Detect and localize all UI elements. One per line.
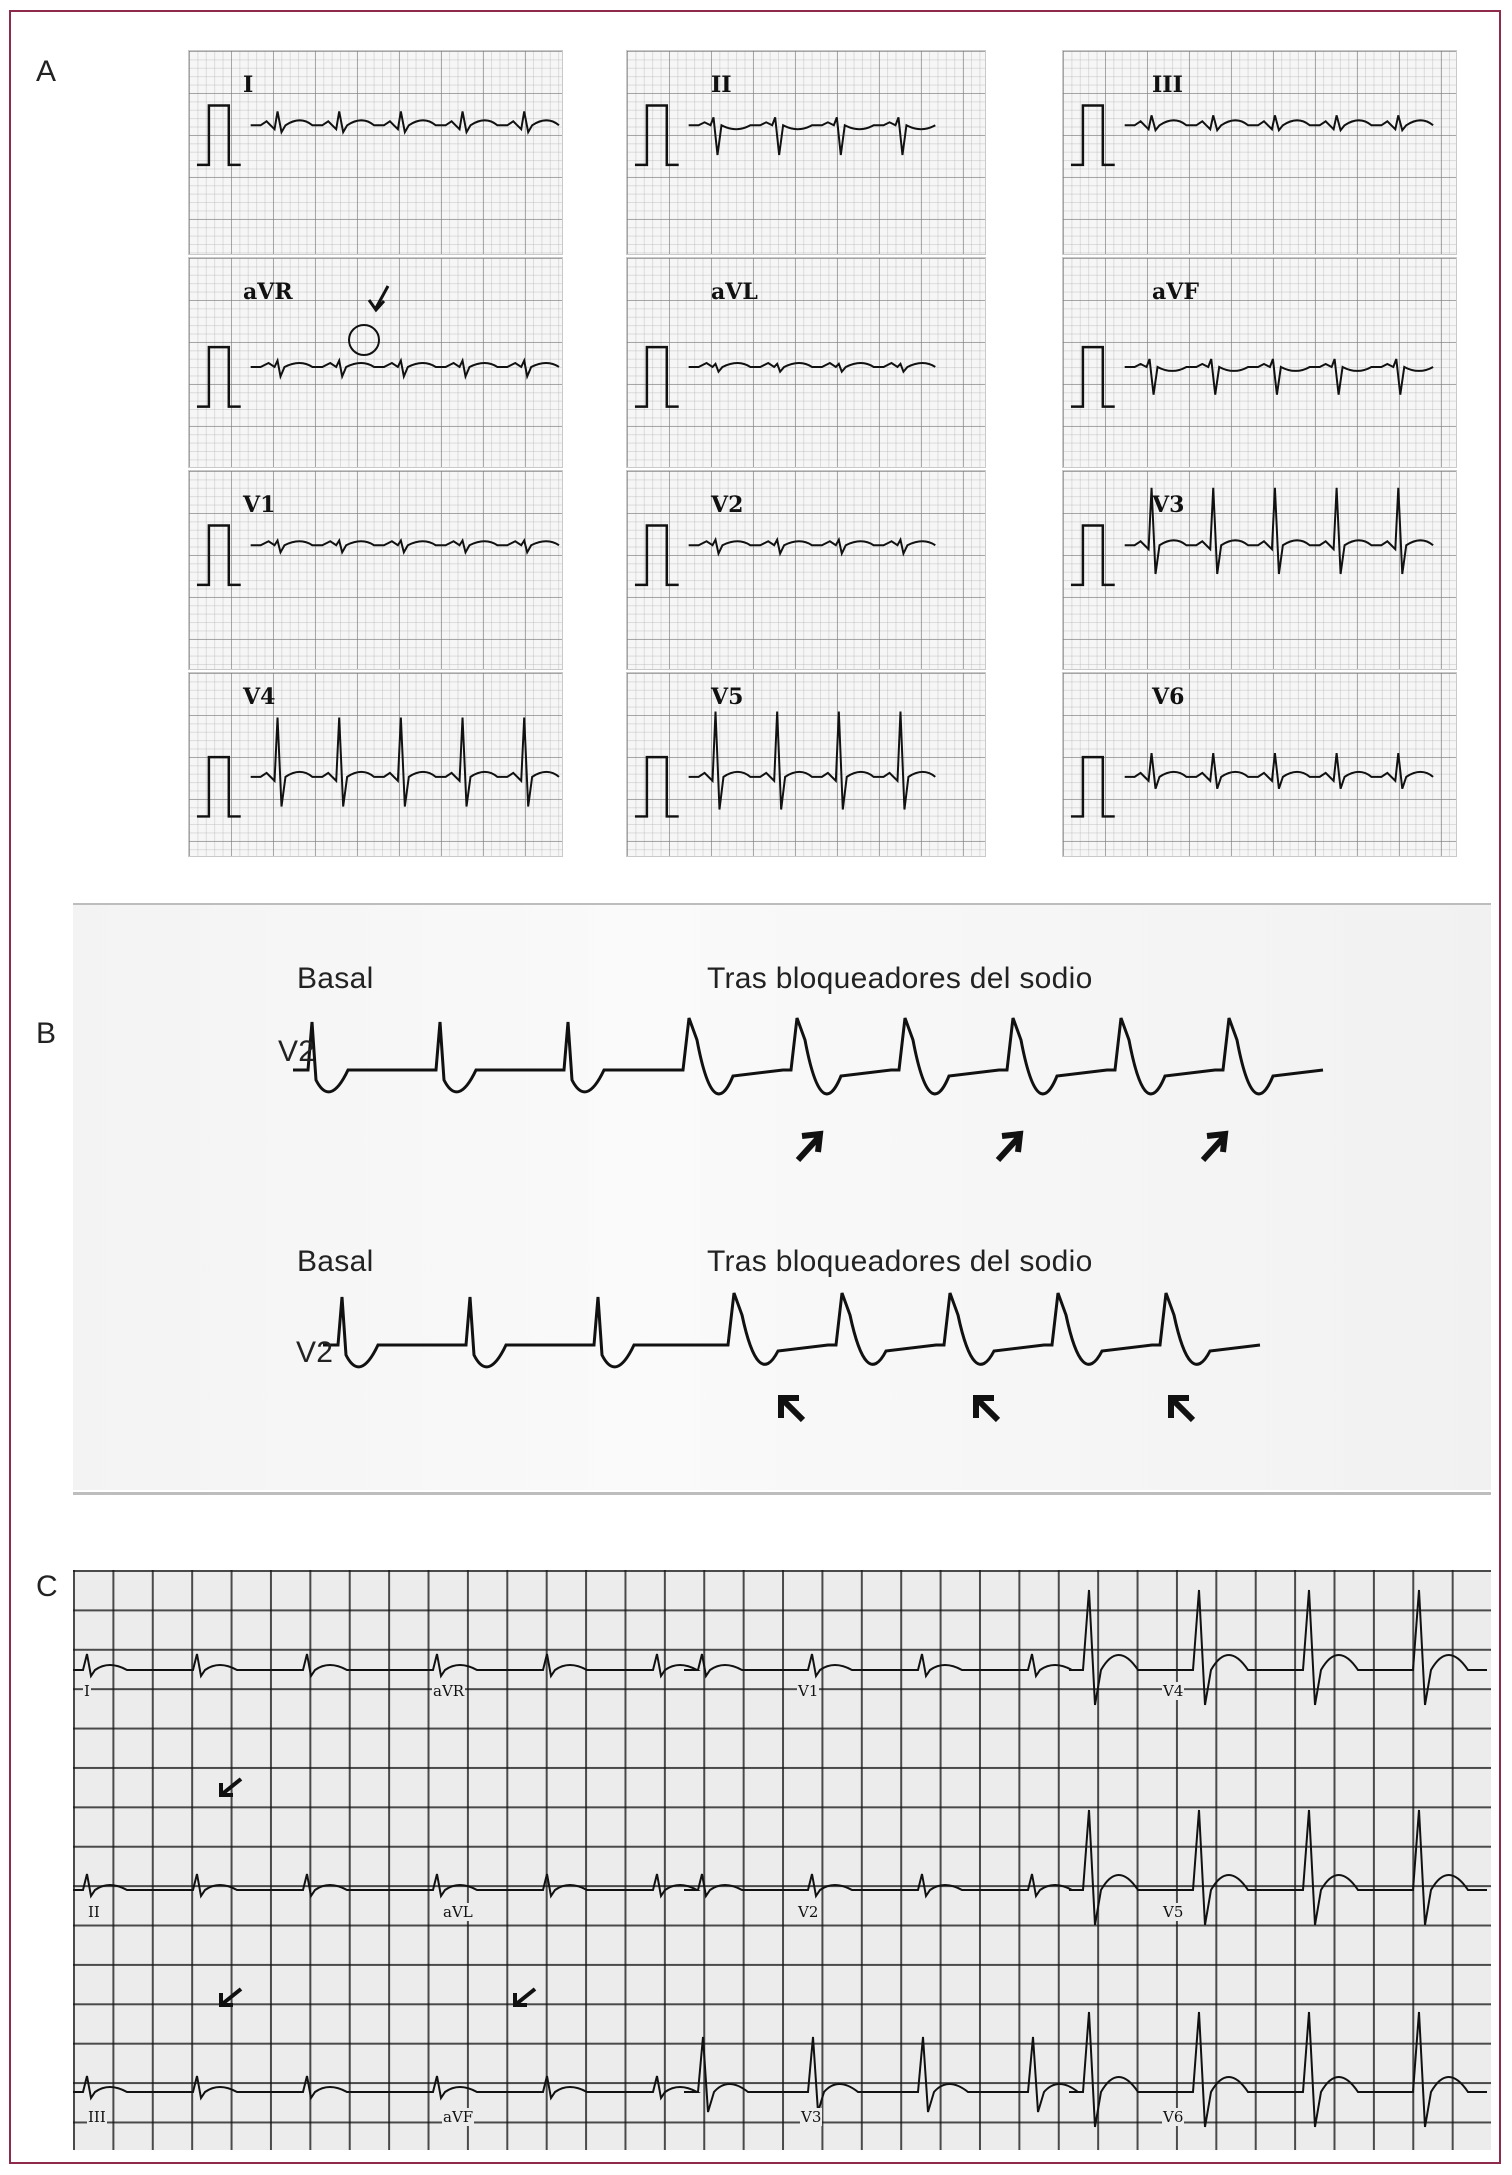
a-lead-label-III: III: [1152, 72, 1183, 98]
a-lead-label-V4: V4: [243, 684, 276, 710]
a-strip-V5: [626, 672, 986, 857]
panel-a-label: A: [36, 55, 57, 88]
panel-b-label: B: [36, 1017, 57, 1050]
a-lead-label-V5: V5: [711, 684, 744, 710]
arrow-icon: [998, 1134, 1020, 1160]
a-strip-II: [626, 50, 986, 255]
c-lead-label-V3: V3: [801, 2108, 822, 2126]
arrow-icon: [221, 1779, 241, 1795]
c-lead-label-aVL: aVL: [443, 1903, 473, 1921]
a-lead-label-aVF: aVF: [1152, 279, 1199, 305]
c-lead-label-V4: V4: [1163, 1682, 1184, 1700]
c-lead-label-II: II: [88, 1903, 100, 1921]
c-lead-label-V6: V6: [1163, 2108, 1184, 2126]
a-lead-label-aVR: aVR: [243, 279, 293, 305]
b-row2-basal-label: Basal: [297, 1245, 374, 1278]
c-lead-label-V1: V1: [798, 1682, 819, 1700]
c-lead-label-III: III: [88, 2108, 106, 2126]
arrow-icon: [221, 1989, 241, 2005]
a-strip-V3: [1062, 470, 1457, 670]
a-lead-label-V6: V6: [1152, 684, 1185, 710]
a-lead-label-I: I: [243, 72, 254, 98]
a-strip-V6: [1062, 672, 1457, 857]
a-lead-label-V3: V3: [1152, 492, 1185, 518]
panel-c-traces: [73, 1570, 1491, 2150]
arrow-icon: [1203, 1134, 1225, 1160]
b-row2-lead-label: V2: [296, 1336, 334, 1369]
a-lead-label-aVL: aVL: [711, 279, 758, 305]
panel-c-label: C: [36, 1570, 58, 1603]
arrow-icon: [1171, 1398, 1193, 1420]
a-strip-aVF: [1062, 257, 1457, 468]
a-strip-V2: [626, 470, 986, 670]
c-lead-label-V2: V2: [798, 1903, 819, 1921]
arrow-icon: [798, 1134, 820, 1160]
c-lead-label-aVR: aVR: [433, 1682, 465, 1700]
panel-b-row1-trace: [293, 1018, 1323, 1094]
arrow-icon: [515, 1989, 535, 2005]
c-lead-label-V5: V5: [1163, 1903, 1184, 1921]
c-lead-label-I: I: [84, 1682, 90, 1700]
a-strip-aVL: [626, 257, 986, 468]
c-lead-label-aVF: aVF: [443, 2108, 474, 2126]
b-row1-basal-label: Basal: [297, 962, 374, 995]
a-lead-label-V1: V1: [243, 492, 276, 518]
panel-c-ecg: [73, 1570, 1491, 2150]
divider-b-c: [73, 1492, 1491, 1495]
a-strip-III: [1062, 50, 1457, 255]
arrow-icon: [781, 1398, 803, 1420]
b-row1-after-label: Tras bloqueadores del sodio: [707, 962, 1093, 995]
arrow-icon: [976, 1398, 998, 1420]
a-lead-label-V2: V2: [711, 492, 744, 518]
panel-c-arrows: [221, 1779, 535, 2005]
panel-b-row2-trace: [323, 1293, 1260, 1367]
a-lead-label-II: II: [711, 72, 732, 98]
b-row2-after-label: Tras bloqueadores del sodio: [707, 1245, 1093, 1278]
b-row1-lead-label: V2: [278, 1035, 316, 1068]
